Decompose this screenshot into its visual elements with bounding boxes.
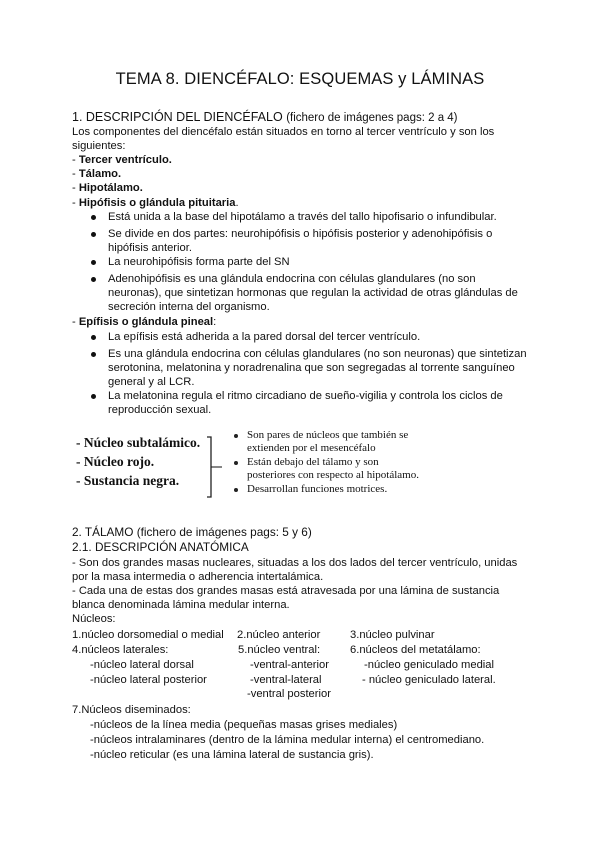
hipofisis-bullet-3: La neurohipófisis forma parte del SN bbox=[108, 256, 290, 268]
bullet-dot bbox=[91, 215, 96, 220]
nucleus-6a: -núcleo geniculado medial bbox=[364, 659, 494, 671]
figure-left-2: - Núcleo rojo. bbox=[76, 454, 155, 469]
hipofisis-bullet-4-l3: secreción interna del organismo. bbox=[108, 301, 270, 313]
nucleus-7b: -núcleos intralaminares (dentro de la lámina medular interna) el centromediano. bbox=[90, 734, 485, 746]
bullet-dot bbox=[91, 277, 96, 282]
section-2-1-heading: 2.1. DESCRIPCIÓN ANATÓMICA bbox=[72, 540, 249, 554]
bullet-dot bbox=[91, 352, 96, 357]
epifisis-bullet-3-l1: La melatonina regula el ritmo circadiano de sueño-vigilia y controla los ciclos de bbox=[108, 390, 503, 402]
nucleus-5: 5.núcleo ventral: bbox=[238, 644, 321, 656]
document-title: TEMA 8. DIENCÉFALO: ESQUEMAS y LÁMINAS bbox=[115, 70, 485, 88]
talamo-line-4: blanca denominada lámina medular interna. bbox=[72, 599, 290, 611]
item-talamo: - Tálamo. bbox=[72, 168, 122, 180]
figure-bullet bbox=[234, 488, 238, 492]
nucleus-2: 2.núcleo anterior bbox=[237, 629, 321, 641]
nucleus-5a: -ventral-anterior bbox=[250, 659, 329, 671]
nucleus-4b: -núcleo lateral posterior bbox=[90, 674, 207, 686]
figure-right-2-l2: posteriores con respecto al hipotálamo. bbox=[247, 469, 419, 481]
section-1-heading bbox=[72, 110, 458, 124]
item-epifisis-text: Epífisis o glándula pineal bbox=[78, 316, 214, 328]
figure-bullet bbox=[234, 434, 238, 438]
nucleus-7a: -núcleos de la línea media (pequeñas masas grises mediales) bbox=[90, 719, 398, 731]
epifisis-bullet-2-l1: Es una glándula endocrina con células glandulares (no son neuronas) que sintetizan bbox=[108, 348, 527, 360]
figure-bullet bbox=[234, 461, 238, 465]
talamo-line-2: por la masa intermedia o adherencia intertalámica. bbox=[72, 571, 324, 583]
brace-bracket bbox=[205, 435, 225, 499]
section-2-heading-text: 2. TÁLAMO bbox=[72, 525, 134, 539]
epifisis-bullet-2-l2: serotonina, melatonina y noradrenalina que son segregadas al torrente sanguíneo bbox=[108, 362, 515, 374]
figure-right-2-l1: Están debajo del tálamo y son bbox=[247, 456, 379, 468]
item-epifisis: - Epífisis o glándula pineal: bbox=[72, 316, 217, 328]
section-1-heading-text: 1. DESCRIPCIÓN DEL DIENCÉFALO bbox=[72, 110, 283, 124]
epifisis-bullet-1: La epífisis está adherida a la pared dorsal del tercer ventrículo. bbox=[108, 331, 421, 343]
talamo-line-1: - Son dos grandes masas nucleares, situadas a los dos lados del tercer ventrículo, unidas bbox=[72, 557, 518, 569]
item-tercer-ventriculo: - Tercer ventrículo. bbox=[72, 154, 172, 166]
hipofisis-bullet-2-l1: Se divide en dos partes: neurohipófisis o hipófisis posterior y adenohipófisis o bbox=[108, 228, 493, 240]
nucleus-4a: -núcleo lateral dorsal bbox=[90, 659, 194, 671]
bullet-dot bbox=[91, 260, 96, 265]
nucleus-7c: -núcleo reticular (es una lámina lateral de sustancia gris). bbox=[90, 749, 374, 761]
hipofisis-bullet-2-l2: hipófisis anterior. bbox=[108, 242, 192, 254]
figure-left-3: - Sustancia negra. bbox=[76, 473, 180, 488]
nucleus-5b: -ventral-lateral bbox=[250, 674, 322, 686]
nucleus-6b: - núcleo geniculado lateral. bbox=[362, 674, 496, 686]
hipofisis-bullet-4-l2: neuronas), que sintetizan hormonas que regulan la actividad de otras glándulas de bbox=[108, 287, 518, 299]
nucleus-5c: -ventral posterior bbox=[247, 688, 331, 700]
figure-right-3: Desarrollan funciones motrices. bbox=[247, 483, 388, 495]
item-talamo-text: Tálamo. bbox=[78, 168, 122, 180]
section-2-heading bbox=[72, 525, 312, 539]
bullet-dot bbox=[91, 335, 96, 340]
hipofisis-bullet-1: Está unida a la base del hipotálamo a través del tallo hipofisario o infundibular. bbox=[108, 211, 497, 223]
epifisis-bullet-2-l3: general y al LCR. bbox=[108, 376, 195, 388]
epifisis-bullet-3-l2: reproducción sexual. bbox=[108, 404, 212, 416]
figure-right-1-l1: Son pares de núcleos que también se bbox=[247, 429, 409, 441]
item-hipofisis-text: Hipófisis o glándula pituitaria bbox=[78, 197, 236, 209]
section-2-heading-note: (fichero de imágenes pags: 5 y 6) bbox=[136, 525, 312, 539]
item-hipofisis: - Hipófisis o glándula pituitaria. bbox=[72, 197, 239, 209]
item-hipotalamo: - Hipotálamo. bbox=[72, 182, 143, 194]
figure-right-1-l2: extienden por el mesencéfalo bbox=[247, 442, 376, 454]
intro-line-1: Los componentes del diencéfalo están situados en torno al tercer ventrículo y son los bbox=[72, 126, 495, 138]
section-1-heading-note: (fichero de imágenes pags: 2 a 4) bbox=[286, 112, 458, 124]
hipofisis-bullet-4-l1: Adenohipófisis es una glándula endocrina con células glandulares (no son bbox=[108, 273, 476, 285]
intro-line-2: siguientes: bbox=[72, 140, 126, 152]
nucleus-3: 3.núcleo pulvinar bbox=[350, 629, 435, 641]
item-tercer-text: Tercer ventrículo. bbox=[78, 154, 172, 166]
nucleus-7: 7.Núcleos diseminados: bbox=[72, 704, 191, 716]
nucleos-label: Núcleos: bbox=[72, 613, 116, 625]
nucleus-4: 4.núcleos laterales: bbox=[72, 644, 169, 656]
nucleus-6: 6.núcleos del metatálamo: bbox=[350, 644, 481, 656]
nucleus-1: 1.núcleo dorsomedial o medial bbox=[72, 629, 224, 641]
talamo-line-3: - Cada una de estas dos grandes masas está atravesada por una lámina de sustancia bbox=[72, 585, 500, 597]
bullet-dot bbox=[91, 394, 96, 399]
bullet-dot bbox=[91, 232, 96, 237]
item-hipotalamo-text: Hipotálamo. bbox=[78, 182, 143, 194]
figure-left-1: - Núcleo subtalámico. bbox=[76, 435, 201, 450]
